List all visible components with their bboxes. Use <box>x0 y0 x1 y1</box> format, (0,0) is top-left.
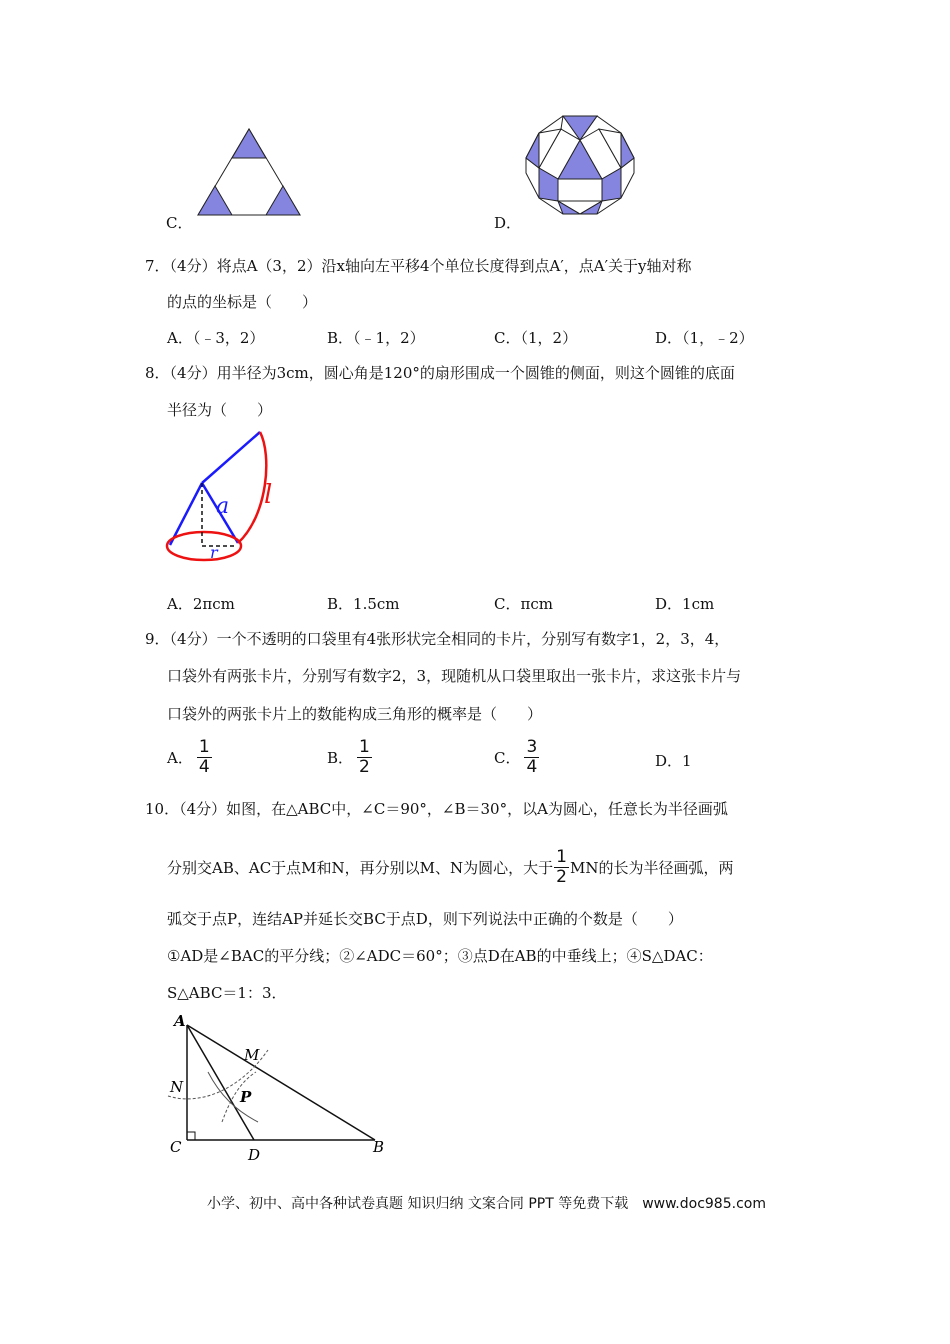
q7-option-a[interactable]: A．（﹣3，2） <box>167 329 265 347</box>
label-C: C <box>170 1138 182 1156</box>
q7-option-d[interactable]: D．（1，﹣2） <box>655 329 754 347</box>
q8-option-d[interactable]: D．1cm <box>655 595 715 613</box>
q9-option-c-label: C． <box>494 749 521 767</box>
q9-option-d[interactable] <box>655 750 692 771</box>
cone-figure <box>160 425 290 570</box>
q10-stem-line2 <box>167 848 733 887</box>
q10-stem-line4: ①AD是∠BAC的平分线；②∠ADC＝60°；③点D在AB的中垂线上；④S△DAC： <box>167 947 713 965</box>
q9-option-b-label: B． <box>327 749 354 767</box>
option-c-figure <box>195 128 303 218</box>
page-footer: 小学、初中、高中各种试卷真题 知识归纳 文案合同 PPT 等免费下载 www.doc985.com <box>207 1196 766 1212</box>
q9-option-b-fraction: $\frac{1}{2}$ <box>359 737 370 777</box>
q8-option-a[interactable]: A．2πcm <box>167 595 235 613</box>
q9-option-d-value: 1 <box>682 752 692 770</box>
q8-option-c[interactable]: C．πcm <box>494 595 553 613</box>
q9-stem-line1: 9．（4分）一个不透明的口袋里有4张形状完全相同的卡片，分别写有数字1，2，3，4， <box>145 630 730 648</box>
label-D: D <box>248 1146 261 1164</box>
q9-option-d-label: D． <box>655 752 683 770</box>
label-M: M <box>244 1046 260 1064</box>
option-c-label: C． <box>166 214 193 232</box>
q10-line2-pre: 分别交AB、AC于点M和N，再分别以M、N为圆心，大于 <box>167 859 554 877</box>
q10-stem-line3: 弧交于点P，连结AP并延长交BC于点D，则下列说法中正确的个数是（ ） <box>167 910 683 928</box>
option-d-figure <box>523 113 637 217</box>
label-P: P <box>240 1088 252 1106</box>
q9-option-b[interactable] <box>327 738 376 777</box>
triangle-figure <box>160 1010 400 1165</box>
q8-stem-line2: 半径为（ ） <box>167 401 273 419</box>
q7-stem-line2: 的点的坐标是（ ） <box>167 293 318 311</box>
q10-stem-line1: 10．（4分）如图，在△ABC中，∠C＝90°，∠B＝30°，以A为圆心，任意长为半径画弧 <box>145 800 728 818</box>
q7-option-c[interactable]: C．（1，2） <box>494 329 578 347</box>
option-d-label: D． <box>494 214 522 232</box>
cone-label-a: a <box>216 494 230 519</box>
label-A: A <box>174 1012 186 1030</box>
q10-fraction-half: $\frac{1}{2}$ <box>556 847 567 887</box>
q9-option-a-label: A． <box>167 749 193 767</box>
q7-stem-line1: 7．（4分）将点A（3，2）沿x轴向左平移4个单位长度得到点A′，点A′关于y轴对称 <box>145 257 692 275</box>
q9-option-a-fraction: $\frac{1}{4}$ <box>198 737 210 777</box>
q9-stem-line2: 口袋外有两张卡片，分别写有数字2，3，现随机从口袋里取出一张卡片，求这张卡片与 <box>167 667 742 685</box>
q10-stem-line5: S△ABC＝1：3． <box>167 984 287 1002</box>
q9-stem-line3: 口袋外的两张卡片上的数能构成三角形的概率是（ ） <box>167 705 543 723</box>
q9-option-c-fraction: $\frac{3}{4}$ <box>526 737 538 777</box>
q8-stem-line1: 8．（4分）用半径为3cm，圆心角是120°的扇形围成一个圆锥的侧面，则这个圆锥的底面 <box>145 364 735 382</box>
q9-option-c[interactable] <box>494 738 543 777</box>
q8-option-b[interactable]: B．1.5cm <box>327 595 400 613</box>
cone-label-l: l <box>264 480 273 510</box>
q7-option-b[interactable]: B．（﹣1，2） <box>327 329 425 347</box>
label-B: B <box>373 1138 385 1156</box>
cone-label-r: r <box>210 543 218 562</box>
label-N: N <box>170 1078 184 1096</box>
q9-option-a[interactable] <box>167 738 216 777</box>
q10-line2-post: MN的长为半径画弧，两 <box>569 859 734 877</box>
